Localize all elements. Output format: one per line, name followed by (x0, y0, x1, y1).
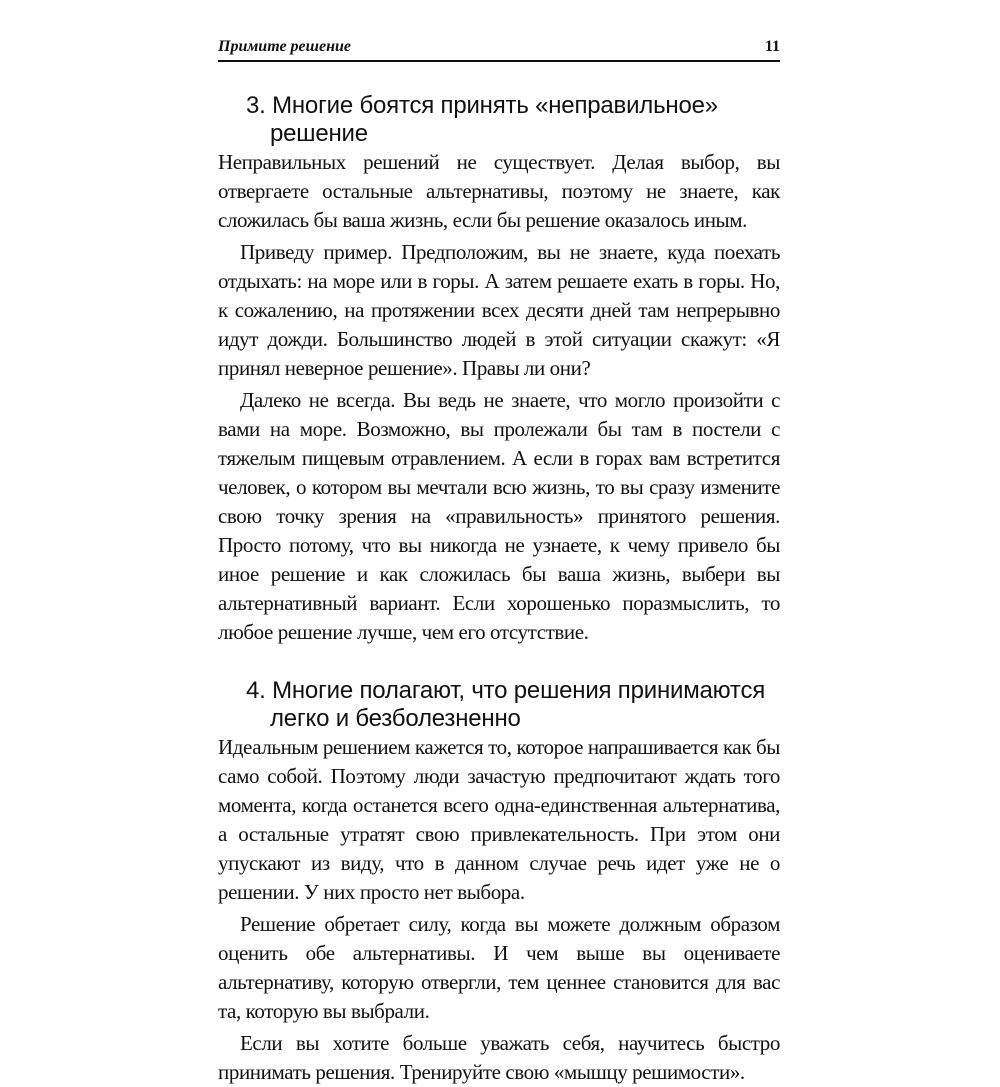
section-4-heading-line1: 4. Многие полагают, что решения принимаются (246, 677, 766, 704)
section-4-paragraph-3: Если вы хотите больше уважать себя, научитесь быстро принимать решения. Тренируйте свою «мышцу решимости». (218, 1031, 780, 1084)
page-number: 11 (764, 38, 780, 55)
section-4-heading-line2: легко и безболезненно (270, 705, 521, 732)
section-3-paragraph-3: Далеко не всегда. Вы ведь не знаете, что могло произойти с вами на море. Возможно, вы пролежали бы там в постели с тяжелым пищевым отравлением. А если в горах вам встретится человек, о котором вы мечтали всю жизнь, то вы сразу измените свою точку зрения на «правильность» принятого решения. Просто потому, что вы никогда не узнаете, к чему привело бы иное решение и как сложилась бы ваша жизнь, выбери вы альтернативный вариант. Если хорошенько поразмыслить, то любое решение лучше, чем его отсутствие. (218, 388, 780, 644)
section-4-paragraph-2: Решение обретает силу, когда вы можете должным образом оценить обе альтернативы. И чем выше вы оцениваете альтернативу, которую отвергли, тем ценнее становится для вас та, которую вы выбрали. (218, 912, 780, 1023)
running-header-title: Примите решение (218, 38, 351, 55)
section-3-heading (218, 92, 780, 148)
section-3-heading-line2: решение (270, 120, 368, 147)
section-3-heading-line1: 3. Многие боятся принять «неправильное» (246, 92, 718, 119)
section-4-heading (218, 677, 780, 733)
book-page (218, 34, 780, 1087)
section-4-paragraph-1: Идеальным решением кажется то, которое напрашивается как бы само собой. Поэтому люди зачастую предпочитают ждать того момента, когда останется всего одна-единственная альтернатива, а остальные утратят свою привлекательность. При этом они упускают из виду, что в данном случае речь идет уже не о решении. У них просто нет выбора. (218, 735, 780, 904)
running-header (218, 34, 780, 62)
section-3-paragraph-1: Неправильных решений не существует. Делая выбор, вы отвергаете остальные альтернативы, поэтому не знаете, как сложилась бы ваша жизнь, если бы решение оказалось иным. (218, 150, 780, 232)
section-3-paragraph-2: Приведу пример. Предположим, вы не знаете, куда поехать отдыхать: на море или в горы. А затем решаете ехать в горы. Но, к сожалению, на протяжении всех десяти дней там непрерывно идут дожди. Большинство людей в этой ситуации скажут: «Я принял неверное решение». Правы ли они? (218, 240, 780, 380)
